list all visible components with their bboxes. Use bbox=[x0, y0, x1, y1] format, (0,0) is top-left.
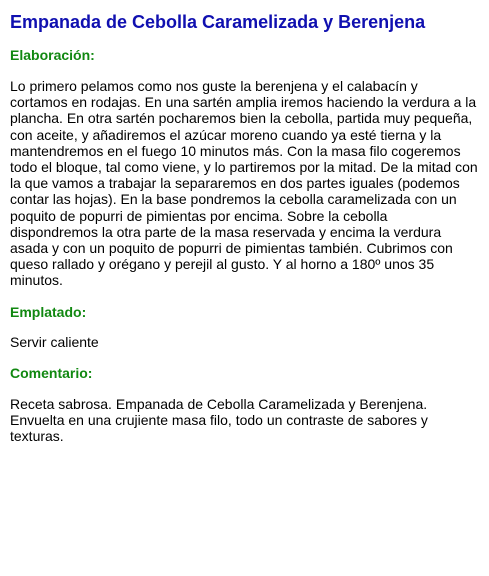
comentario-text: Receta sabrosa. Empanada de Cebolla Caramelizada y Berenjena. Envuelta en una crujiente masa filo, todo un contraste de sabores y texturas. bbox=[10, 395, 428, 445]
emplatado-heading: Emplatado: bbox=[10, 303, 87, 320]
emplatado-text: Servir caliente bbox=[10, 333, 99, 350]
elaboracion-heading: Elaboración: bbox=[10, 47, 95, 63]
elaboracion-text: Lo primero pelamos como nos guste la berenjena y el calabacín y cortamos en rodajas. En una sartén amplia iremos haciendo la verdura a la plancha. En otra sartén pocharemos bien la cebolla, partida muy pequeña, con aceite, y añadiremos el azúcar moreno cuando ya esté tierna y la mantendremos en el fuego 10 minutos más. Con la masa filo cogeremos todo el bloque, tal como viene, y lo partiremos por la mitad. De la mitad con la que vamos a trabajar la separaremos en dos partes iguales (podemos contar las hojas). En la base pondremos la cebolla caramelizada con un poquito de popurri de pimientas por encima. Sobre la cebolla dispondremos la otra parte de la masa reservada y encima la verdura asada y con un poquito de popurri de pimientas también. Cubrimos con queso rallado y orégano y perejil al gusto. Y al horno a 180º unos 35 minutos. bbox=[10, 78, 478, 289]
comentario-heading: Comentario: bbox=[10, 364, 93, 381]
recipe-title: Empanada de Cebolla Caramelizada y Berenjena bbox=[10, 12, 426, 32]
